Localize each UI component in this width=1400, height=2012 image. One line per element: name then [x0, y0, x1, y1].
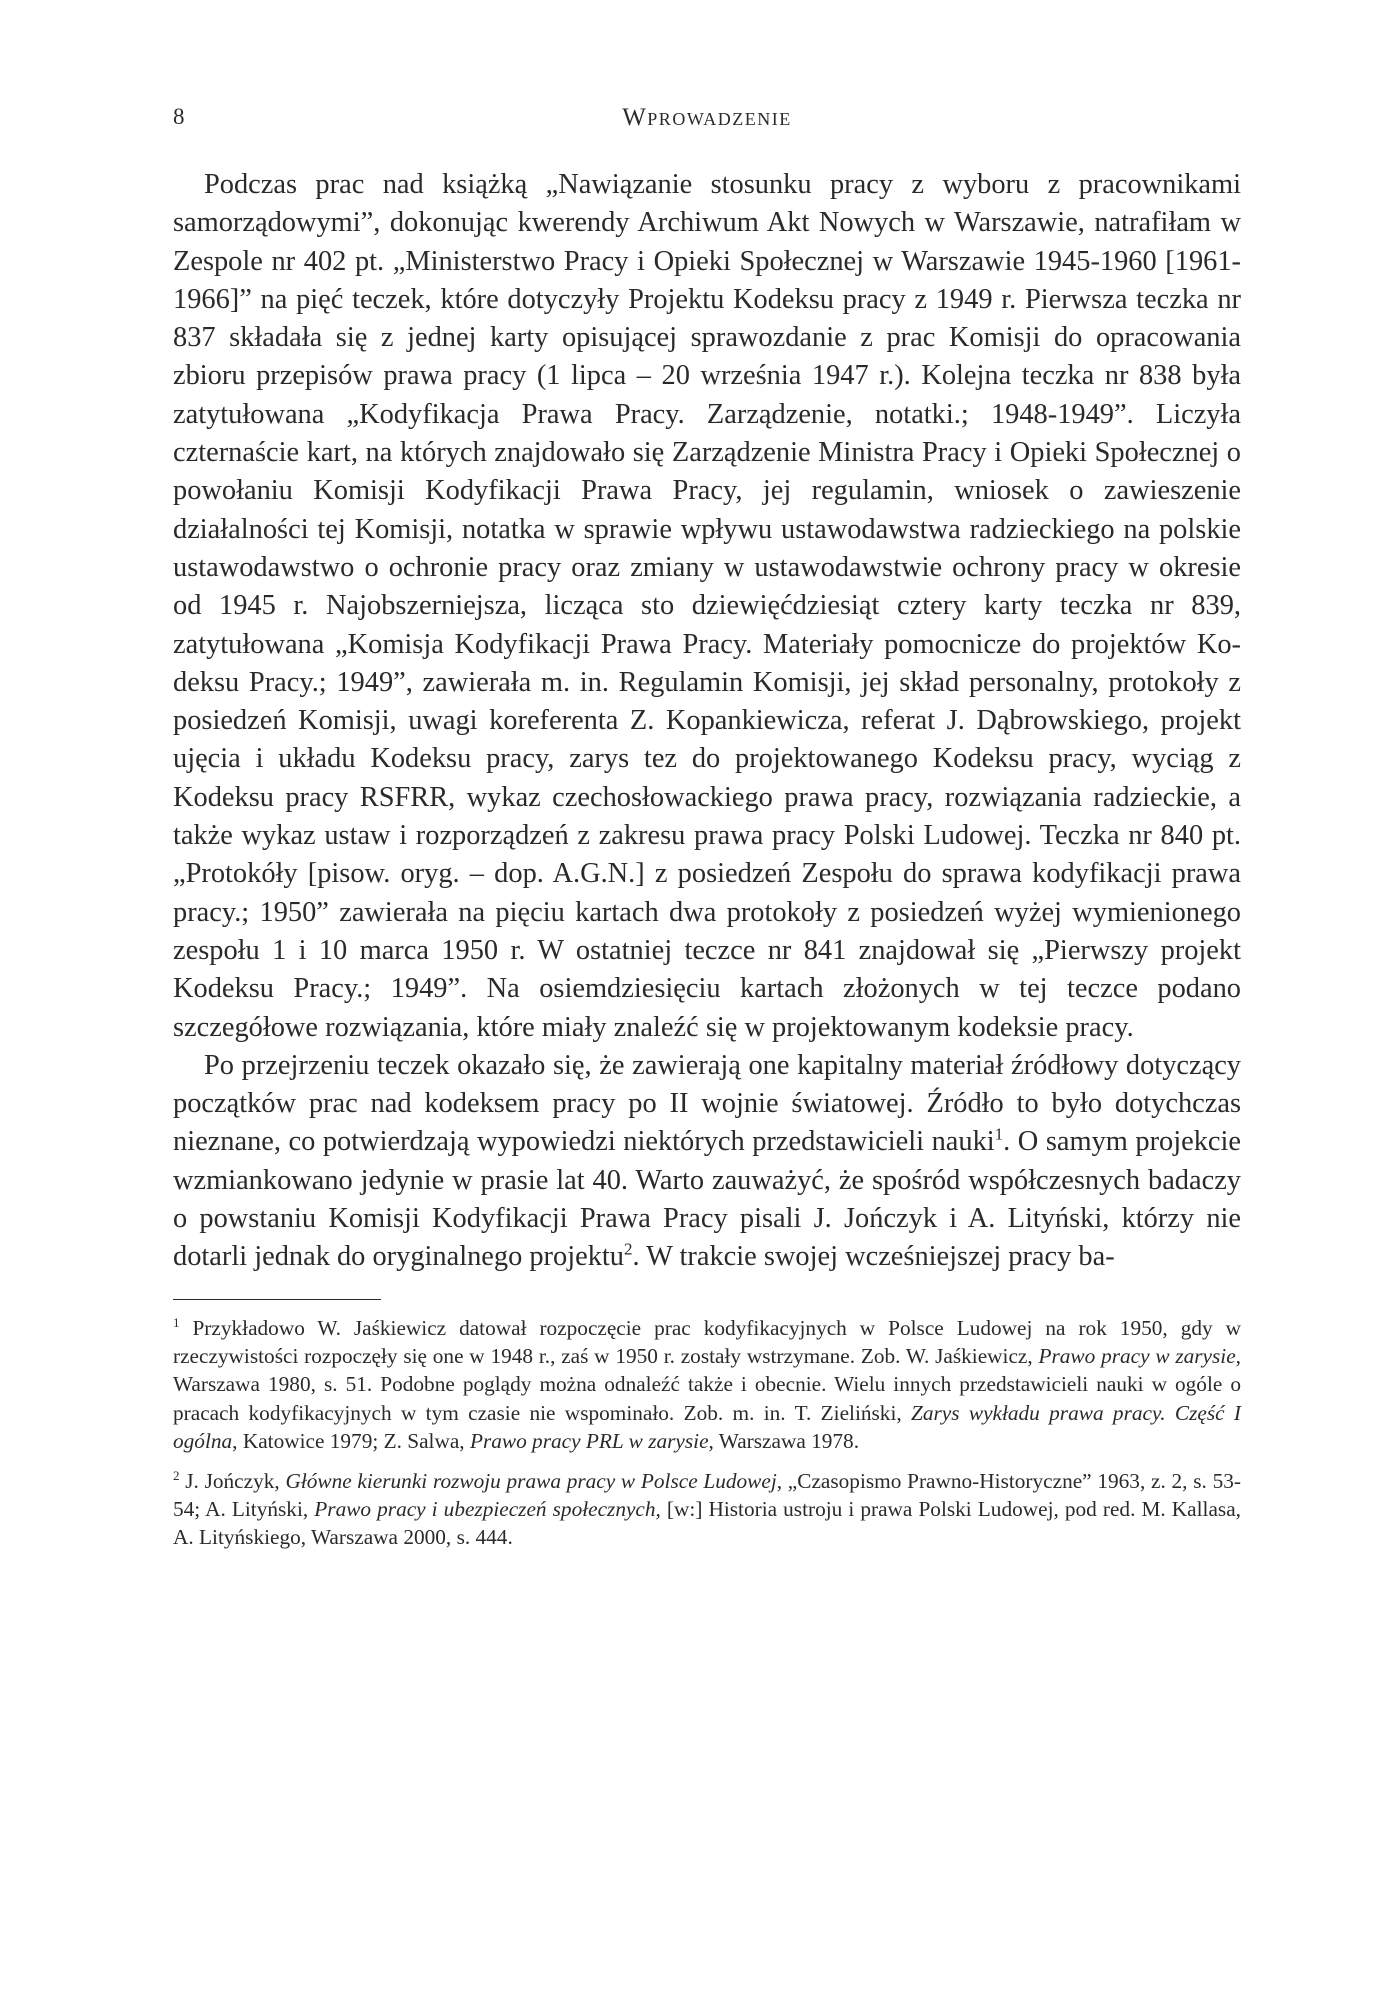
- paragraph-2-part-c: . W trakcie swojej wcześniejszej pracy ba-: [632, 1241, 1115, 1273]
- paragraph-2-part-a: Po przejrzeniu teczek okazało się, że zawierają one kapitalny materiał źródłowy dotyczący początków prac nad kodeksem pracy po II wojnie światowej. Źródło to było dotychczas nieznane, co potwierdzają wypowiedzi niektórych przedstawicieli nauki: [173, 1049, 1241, 1158]
- book-page: [173, 100, 1241, 1563]
- paragraph-2-part-b: . O samym projekcie wzmiankowano jedynie w prasie lat 40. Warto zauważyć, że spośród współczesnych badaczy o powstaniu Komisji Kodyfikacji Prawa Pracy pisali J. Jończyk i A. Lityński, którzy nie dotarli jednak do oryginalnego projektu: [173, 1126, 1241, 1273]
- footnote-1-text: , Warszawa 1980, s. 51. Podobne poglądy można odnaleźć także i obecnie. Wielu innych przedstawicieli nauki w ogóle o pracach kodyfikacyjnych w tym czasie nie wspominało. Zob. m. in. T. Zieliński,: [173, 1344, 1241, 1425]
- footnote-1-title: Prawo pracy PRL w zarysie: [469, 1429, 709, 1454]
- footnote-2-text: , „Czasopismo Prawno-Historyczne” 1963, z. 2, s. 53-54; A. Lityński,: [173, 1468, 1241, 1522]
- footnote-1-title: Zarys wykładu prawa pracy. Część I ogólna: [173, 1400, 1241, 1454]
- footnote-2: [173, 1467, 1241, 1552]
- footnote-divider: [173, 1299, 381, 1300]
- footnote-2-number: 2: [173, 1467, 180, 1483]
- body-text: [173, 166, 1241, 1277]
- paragraph-1: Podczas prac nad książką „Nawiązanie stosunku pracy z wyboru z pracownikami samorządowymi”, dokonując kwerendy Archiwum Akt Nowych w Warszawie, natrafiłam w Zespole nr 402 pt. „Ministerstwo Pracy i Opieki Społecznej w Warszawie 1945-1960 [1961-1966]” na pięć teczek, które dotyczyły Projektu Kodeksu pracy z 1949 r. Pierwsza teczka nr 837 składała się z jednej karty opisującej sprawozdanie z prac Komisji do opracowania zbioru przepisów prawa pracy (1 lipca – 20 września 1947 r.). Kolejna teczka nr 838 była zatytułowana „Kodyfikacja Prawa Pracy. Zarządzenie, notatki.; 1948-1949”. Liczyła czternaście kart, na których znajdowało się Zarządzenie Ministra Pracy i Opieki Społecznej o powołaniu Komisji Kodyfikacji Prawa Pracy, jej regulamin, wniosek o zawieszenie działalności tej Komisji, notatka w sprawie wpływu ustawodawstwa radzieckiego na polskie ustawodawstwo o ochronie pracy oraz zmiany w ustawodawstwie ochrony pracy w okresie od 1945 r. Najobszerniejsza, licząca sto dziewięćdziesiąt cztery karty teczka nr 839, zatytułowana „Komisja Kodyfikacji Prawa Pracy. Materiały pomocnicze do projektów Kodeksu Pracy.; 1949”, zawierała m. in. Regulamin Komisji, jej skład personalny, protokoły z posiedzeń Komisji, uwagi koreferenta Z. Kopankiewicza, referat J. Dąbrowskiego, projekt ujęcia i układu Kodeksu pracy, zarys tez do projektowanego Kodeksu pracy, wyciąg z Kodeksu pracy RSFRR, wykaz czechosłowackiego prawa pracy, rozwiązania radzieckie, a także wykaz ustaw i rozporządzeń z zakresu prawa pracy Polski Ludowej. Teczka nr 840 pt. „Protokóły [pisow. oryg. – dop. A.G.N.] z posiedzeń Zespołu do sprawa kodyfikacji prawa pracy.; 1950” zawierała na pięciu kartach dwa protokoły z posiedzeń wyżej wymienionego zespołu 1 i 10 marca 1950 r. W ostatniej teczce nr 841 znajdował się „Pierwszy projekt Kodeksu Pracy.; 1949”. Na osiemdziesięciu kartach złożonych w tej teczce podano szczegółowe rozwiązania, które miały znaleźć się w projektowanym kodeksie pracy.: [173, 169, 1241, 1043]
- footnotes: [173, 1314, 1241, 1552]
- footnote-1-text: , Katowice 1979; Z. Salwa,: [232, 1429, 470, 1454]
- footnote-2-text: J. Jończyk,: [179, 1468, 286, 1493]
- footnote-ref-2[interactable]: 2: [623, 1239, 633, 1259]
- page-number: 8: [173, 104, 185, 129]
- footnote-2-title: Główne kierunki rozwoju prawa pracy w Polsce Ludowej: [285, 1468, 777, 1493]
- footnote-2-text: [w:] Historia ustroju i prawa Polski Ludowej, pod red. M. Kallasa, A. Lityńskiego, Warszawa 2000, s. 444.: [173, 1497, 1241, 1550]
- paragraph-2: [173, 1047, 1241, 1277]
- footnote-1-number: 1: [173, 1314, 180, 1330]
- footnote-1: [173, 1314, 1241, 1456]
- footnote-1-text: Przykładowo W. Jaśkiewicz datował rozpoczęcie prac kodyfikacyjnych w Polsce Ludowej na rok 1950, gdy w rzeczywistości rozpoczęły się one w 1948 r., zaś w 1950 r. zostały wstrzymane. Zob. W. Jaśkiewicz,: [173, 1315, 1241, 1369]
- footnote-1-title: Prawo pracy w zarysie: [1038, 1344, 1236, 1369]
- footnote-ref-1[interactable]: 1: [994, 1124, 1004, 1144]
- chapter-title: Wprowadzenie: [622, 104, 792, 131]
- footnote-1-text: , Warszawa 1978.: [708, 1429, 860, 1454]
- footnote-2-title: Prawo pracy i ubezpieczeń społecznych,: [314, 1497, 661, 1522]
- running-header: [173, 100, 1241, 140]
